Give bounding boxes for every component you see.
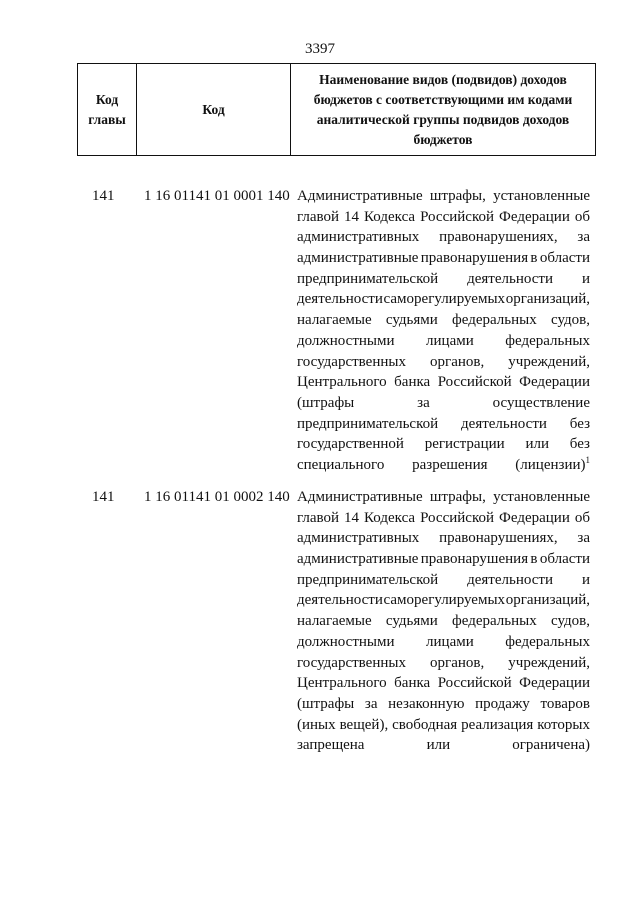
description-line: предпринимательской деятельности без: [297, 415, 590, 432]
description-line: (штрафы за незаконную продажу товаров: [297, 695, 590, 712]
description-line: государственных органов, учреждений,: [297, 654, 590, 671]
budget-code: 1 16 01141 01 0001 140: [144, 188, 290, 204]
description-line: налагаемые судьями федеральных судов,: [297, 613, 590, 630]
description-line: Центрального банка Российской Федерации: [297, 374, 590, 391]
footnote-mark: 1: [585, 454, 590, 465]
description-line: должностными лицами федеральных: [297, 332, 590, 349]
header-code: Код: [137, 64, 291, 155]
description-line: административных правонарушениях, за: [297, 530, 590, 547]
chapter-code: 141: [92, 188, 115, 204]
description-line: предпринимательской деятельности и: [297, 571, 590, 588]
description-line: главой 14 Кодекса Российской Федерации об: [297, 509, 590, 526]
description-line: Административные штрафы, установленные: [297, 188, 590, 204]
budget-code: 1 16 01141 01 0002 140: [144, 489, 290, 505]
table-header: [77, 63, 596, 156]
description-line: специального разрешения (лицензии)$^1$: [297, 454, 590, 473]
description-line: деятельности саморегулируемых организаций,: [297, 291, 590, 308]
chapter-code: 141: [92, 489, 115, 505]
description-line: административных правонарушениях, за: [297, 229, 590, 246]
description-line: административные правонарушения в области: [297, 551, 590, 568]
description: [297, 186, 590, 476]
header-chapter-code: Код главы: [78, 64, 137, 155]
description-line: деятельности саморегулируемых организаций,: [297, 592, 590, 609]
description-line: административные правонарушения в области: [297, 250, 590, 267]
header-name: Наименование видов (подвидов) доходов бюджетов с соответствующими им кодами аналитической группы подвидов доходов бюджетов: [313, 71, 573, 147]
description-line: (штрафы за осуществление: [297, 394, 590, 411]
description-line: налагаемые судьями федеральных судов,: [297, 312, 590, 329]
description: [297, 487, 590, 756]
description-line: главой 14 Кодекса Российской Федерации об: [297, 208, 590, 225]
description-line: (иных вещей), свободная реализация которых: [297, 716, 590, 733]
page-number: 3397: [305, 41, 335, 57]
description-line: Центрального банка Российской Федерации: [297, 675, 590, 692]
description-line: государственной регистрации или без: [297, 436, 590, 453]
description-line: запрещена или ограничена): [297, 737, 590, 754]
description-line: Административные штрафы, установленные: [297, 489, 590, 505]
description-line: должностными лицами федеральных: [297, 633, 590, 650]
description-line: предпринимательской деятельности и: [297, 270, 590, 287]
description-line: государственных органов, учреждений,: [297, 353, 590, 370]
